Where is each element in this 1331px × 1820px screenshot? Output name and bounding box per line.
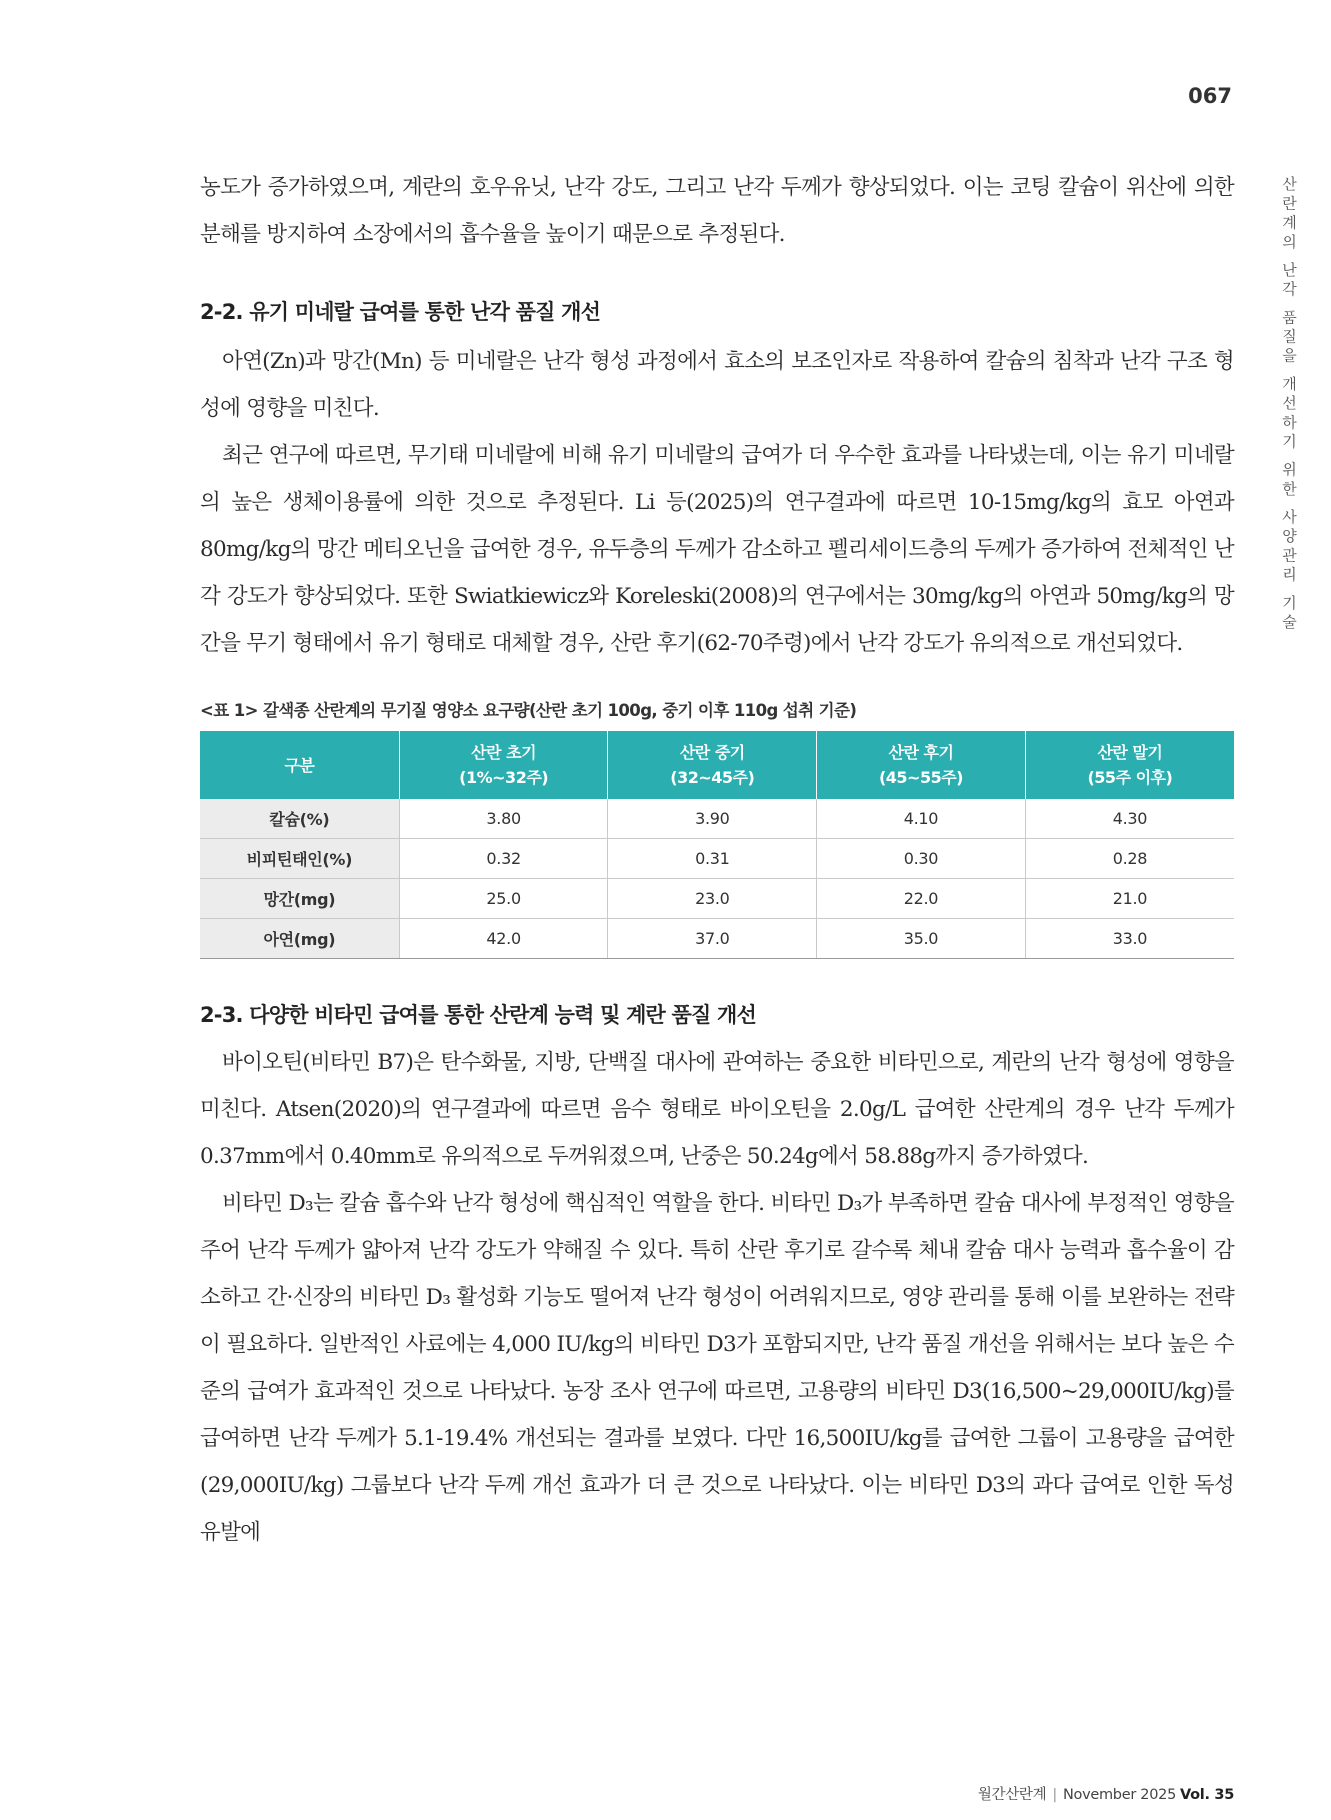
article-body [200, 164, 1234, 1556]
paragraph: 비타민 D₃는 칼슘 흡수와 난각 형성에 핵심적인 역할을 한다. 비타민 D₃가 부족하면 칼슘 대사에 부정적인 영향을 주어 난각 두께가 얇아져 난각 강도가 약해질 수 있다. 특히 산란 후기로 갈수록 체내 칼슘 대사 능력과 흡수율이 감소하고 간·신장의 비타민 D₃ 활성화 기능도 떨어져 난각 형성이 어려워지므로, 영양 관리를 통해 이를 보완하는 전략이 필요하다. 일반적인 사료에는 4,000 IU/kg의 비타민 D3가 포함되지만, 난각 품질 개선을 위해서는 보다 높은 수준의 급여가 효과적인 것으로 나타났다. 농장 조사 연구에 따르면, 고용량의 비타민 D3(16,500~29,000IU/kg)를 급여하면 난각 두께가 5.1-19.4% 개선되는 결과를 보였다. 다만 16,500IU/kg를 급여한 그룹이 고용량을 급여한(29,000IU/kg) 그룹보다 난각 두께 개선 효과가 더 큰 것으로 나타났다. 이는 비타민 D3의 과다 급여로 인한 독성 유발에 [200, 1191, 1234, 1545]
table-cell: 35.0 [817, 919, 1026, 959]
table-caption: <표 1> 갈색종 산란계의 무기질 영양소 요구량(산란 초기 100g, 중기 이후 110g 섭취 기준) [200, 701, 857, 720]
table-cell: 3.80 [399, 799, 608, 839]
row-label-cell: 칼슘(%) [200, 799, 399, 839]
header-phase-name: 산란 후기 [888, 743, 954, 762]
header-label-cell: 구분 [200, 731, 399, 799]
table-cell: 42.0 [399, 919, 608, 959]
volume-number: Vol. 35 [1180, 1787, 1234, 1803]
footer-separator: | [1052, 1787, 1057, 1803]
table-cell: 33.0 [1025, 919, 1234, 959]
table-cell: 4.30 [1025, 799, 1234, 839]
row-label-cell: 망간(mg) [200, 879, 399, 919]
header-phase-range: (45~55주) [878, 768, 963, 787]
header-cell [817, 731, 1026, 799]
table-row [200, 919, 1234, 959]
header-phase-name: 산란 말기 [1097, 743, 1163, 762]
header-cell [1025, 731, 1234, 799]
header-phase-name: 산란 초기 [471, 743, 537, 762]
table-cell: 21.0 [1025, 879, 1234, 919]
header-phase-range: (1%~32주) [459, 768, 549, 787]
mineral-requirement-table [200, 731, 1234, 959]
header-phase-range: (32~45주) [670, 768, 755, 787]
running-section-title: 산란계의 난각 품질을 개선하기 위한 사양관리 기술 [1280, 176, 1298, 634]
section-heading-2-2: 2-2. 유기 미네랄 급여를 통한 난각 품질 개선 [200, 300, 601, 324]
header-cell [399, 731, 608, 799]
section-heading-2-3: 2-3. 다양한 비타민 급여를 통한 산란계 능력 및 계란 품질 개선 [200, 1003, 757, 1027]
table-cell: 0.30 [817, 839, 1026, 879]
table-cell: 3.90 [608, 799, 817, 839]
table-cell: 25.0 [399, 879, 608, 919]
table-cell: 22.0 [817, 879, 1026, 919]
table-cell: 4.10 [817, 799, 1026, 839]
header-phase-name: 산란 중기 [679, 743, 745, 762]
table-row [200, 879, 1234, 919]
magazine-name: 월간산란계 [977, 1787, 1047, 1803]
intro-paragraph: 농도가 증가하였으며, 계란의 호우유닛, 난각 강도, 그리고 난각 두께가 향상되었다. 이는 코팅 칼슘이 위산에 의한 분해를 방지하여 소장에서의 흡수율을 높이기 때문으로 추정된다. [200, 175, 1234, 247]
paragraph: 최근 연구에 따르면, 무기태 미네랄에 비해 유기 미네랄의 급여가 더 우수한 효과를 나타냈는데, 이는 유기 미네랄의 높은 생체이용률에 의한 것으로 추정된다. Li 등(2025)의 연구결과에 따르면 10-15mg/kg의 효모 아연과 80mg/kg의 망간 메티오닌을 급여한 경우, 유두층의 두께가 감소하고 펠리세이드층의 두께가 증가하여 전체적인 난각 강도가 향상되었다. 또한 Swiatkiewicz와 Koreleski(2008)의 연구에서는 30mg/kg의 아연과 50mg/kg의 망간을 무기 형태에서 유기 형태로 대체할 경우, 산란 후기(62-70주령)에서 난각 강도가 유의적으로 개선되었다. [200, 443, 1235, 656]
header-cell [608, 731, 817, 799]
paragraph: 바이오틴(비타민 B7)은 탄수화물, 지방, 단백질 대사에 관여하는 중요한 비타민으로, 계란의 난각 형성에 영향을 미친다. Atsen(2020)의 연구결과에 따르면 음수 형태로 바이오틴을 2.0g/L 급여한 산란계의 경우 난각 두께가 0.37mm에서 0.40mm로 유의적으로 두꺼워졌으며, 난중은 50.24g에서 58.88g까지 증가하였다. [200, 1050, 1234, 1169]
page-footer [900, 1783, 1234, 1804]
table-row [200, 839, 1234, 879]
table-cell: 23.0 [608, 879, 817, 919]
row-label-cell: 아연(mg) [200, 919, 399, 959]
header-phase-range: (55주 이후) [1087, 768, 1173, 787]
table-cell: 37.0 [608, 919, 817, 959]
table-row [200, 799, 1234, 839]
page-number: 067 [1188, 84, 1232, 108]
table-header-row [200, 731, 1234, 799]
table-cell: 0.28 [1025, 839, 1234, 879]
table-cell: 0.31 [608, 839, 817, 879]
row-label-cell: 비피틴태인(%) [200, 839, 399, 879]
issue-date: November 2025 [1062, 1787, 1176, 1803]
paragraph: 아연(Zn)과 망간(Mn) 등 미네랄은 난각 형성 과정에서 효소의 보조인자로 작용하여 칼슘의 침착과 난각 구조 형성에 영향을 미친다. [200, 349, 1234, 421]
table-cell: 0.32 [399, 839, 608, 879]
